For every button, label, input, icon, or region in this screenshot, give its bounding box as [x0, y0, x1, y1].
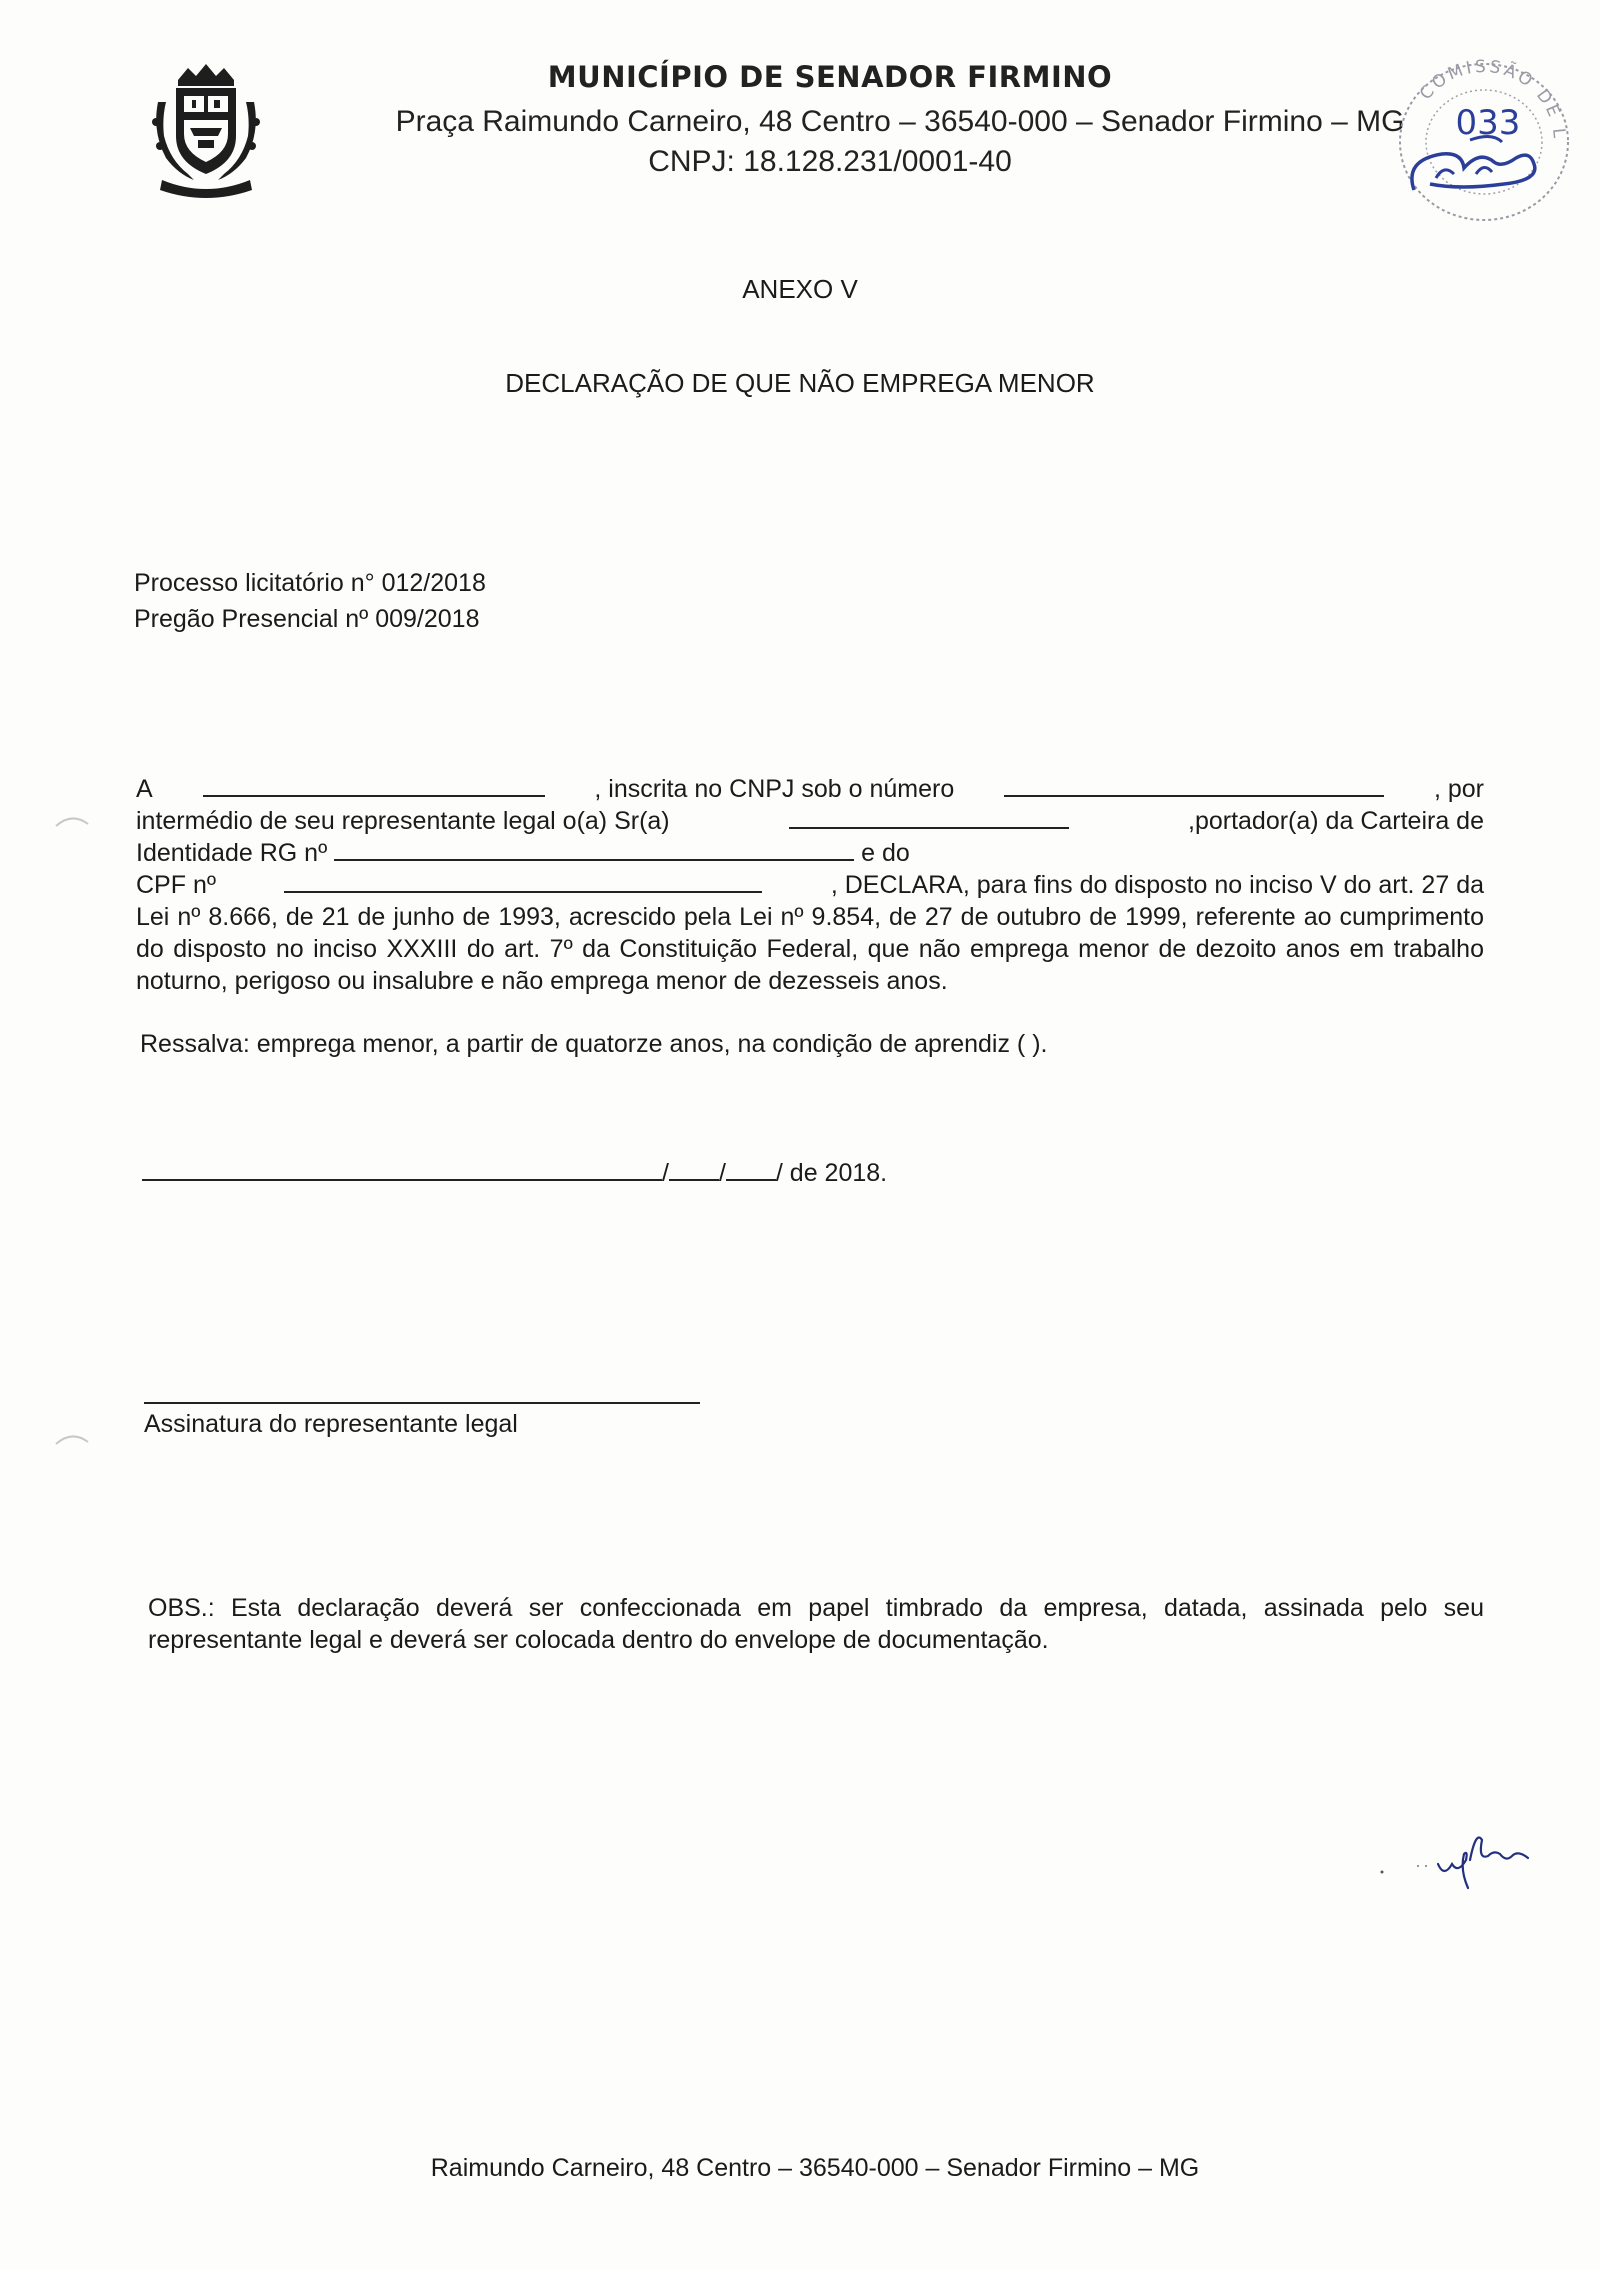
- company-name-field[interactable]: [203, 773, 545, 797]
- signature-line[interactable]: [144, 1402, 700, 1404]
- cpf-field[interactable]: [284, 869, 762, 893]
- municipality-cnpj: CNPJ: 18.128.231/0001-40: [648, 145, 1012, 178]
- municipal-emblem-icon: [148, 62, 264, 202]
- body-line-3: [136, 837, 1484, 869]
- body-text: Identidade RG nº: [136, 839, 328, 867]
- body-line-4: [136, 869, 1484, 901]
- stamp-number: 033: [1455, 103, 1521, 143]
- body-text: , inscrita no CNPJ sob o número: [594, 775, 955, 803]
- date-line: [142, 1157, 887, 1188]
- declaration-title: DECLARAÇÃO DE QUE NÃO EMPREGA MENOR: [505, 368, 1095, 398]
- body-text: , DECLARA, para fins do disposto no inciso V do art. 27 da: [830, 871, 1484, 899]
- rg-field[interactable]: [334, 837, 854, 861]
- date-separator: /: [662, 1159, 669, 1187]
- cnpj-field[interactable]: [1004, 773, 1384, 797]
- body-text: e do: [861, 839, 910, 867]
- date-separator: /: [718, 1159, 726, 1187]
- day-field[interactable]: [669, 1157, 719, 1181]
- annex-heading: ANEXO V: [742, 274, 858, 304]
- page-footer: Raimundo Carneiro, 48 Centro – 36540-000 – Senador Firmino – MG: [430, 2154, 1200, 2182]
- process-block: [134, 565, 486, 637]
- punch-hole-mark: [54, 812, 90, 828]
- auction-number: Pregão Presencial nº 009/2018: [134, 605, 480, 633]
- commission-stamp: [1384, 50, 1584, 228]
- body-text-rest: Lei nº 8.666, de 21 de junho de 1993, acrescido pela Lei nº 9.854, de 27 de outubro de 1999, referente ao cumprimento do disposto no inciso XXXIII do art. 7º da Constituição Federal, que não emprega menor de dezoito anos em trabalho noturno, perigoso ou insalubre e não emprega menor de dezesseis anos.: [136, 903, 1484, 995]
- body-text: intermédio de seu representante legal o(a) Sr(a): [136, 807, 670, 835]
- signature-label: Assinatura do representante legal: [144, 1410, 518, 1438]
- process-number: Processo licitatório n° 012/2018: [134, 569, 486, 597]
- municipality-address: Praça Raimundo Carneiro, 48 Centro – 36540-000 – Senador Firmino – MG: [395, 105, 1405, 138]
- body-line-1: [136, 773, 1484, 805]
- obs-note: OBS.: Esta declaração deverá ser confeccionada em papel timbrado da empresa, datada, assinada pelo seu representante legal e deverá ser colocada dentro do envelope de documentação.: [148, 1594, 1484, 1654]
- handwritten-rubric-icon: [1378, 1820, 1548, 1890]
- body-text: CPF nº: [136, 871, 216, 899]
- declaration-body: [136, 773, 1484, 997]
- year-suffix: / de 2018.: [775, 1159, 888, 1187]
- body-text: ,portador(a) da Carteira de: [1188, 807, 1484, 835]
- place-field[interactable]: [142, 1157, 662, 1181]
- punch-hole-mark: [54, 1430, 90, 1446]
- body-line-2: [136, 805, 1484, 837]
- municipality-title: MUNICÍPIO DE SENADOR FIRMINO: [547, 60, 1113, 94]
- representative-name-field[interactable]: [789, 805, 1069, 829]
- ressalva-text: Ressalva: emprega menor, a partir de quatorze anos, na condição de aprendiz ( ).: [140, 1030, 1048, 1058]
- body-text: A: [136, 775, 153, 803]
- month-field[interactable]: [726, 1157, 776, 1181]
- body-text: , por: [1433, 775, 1484, 803]
- stamp-label: COMISSÃO DE L: [1415, 56, 1570, 142]
